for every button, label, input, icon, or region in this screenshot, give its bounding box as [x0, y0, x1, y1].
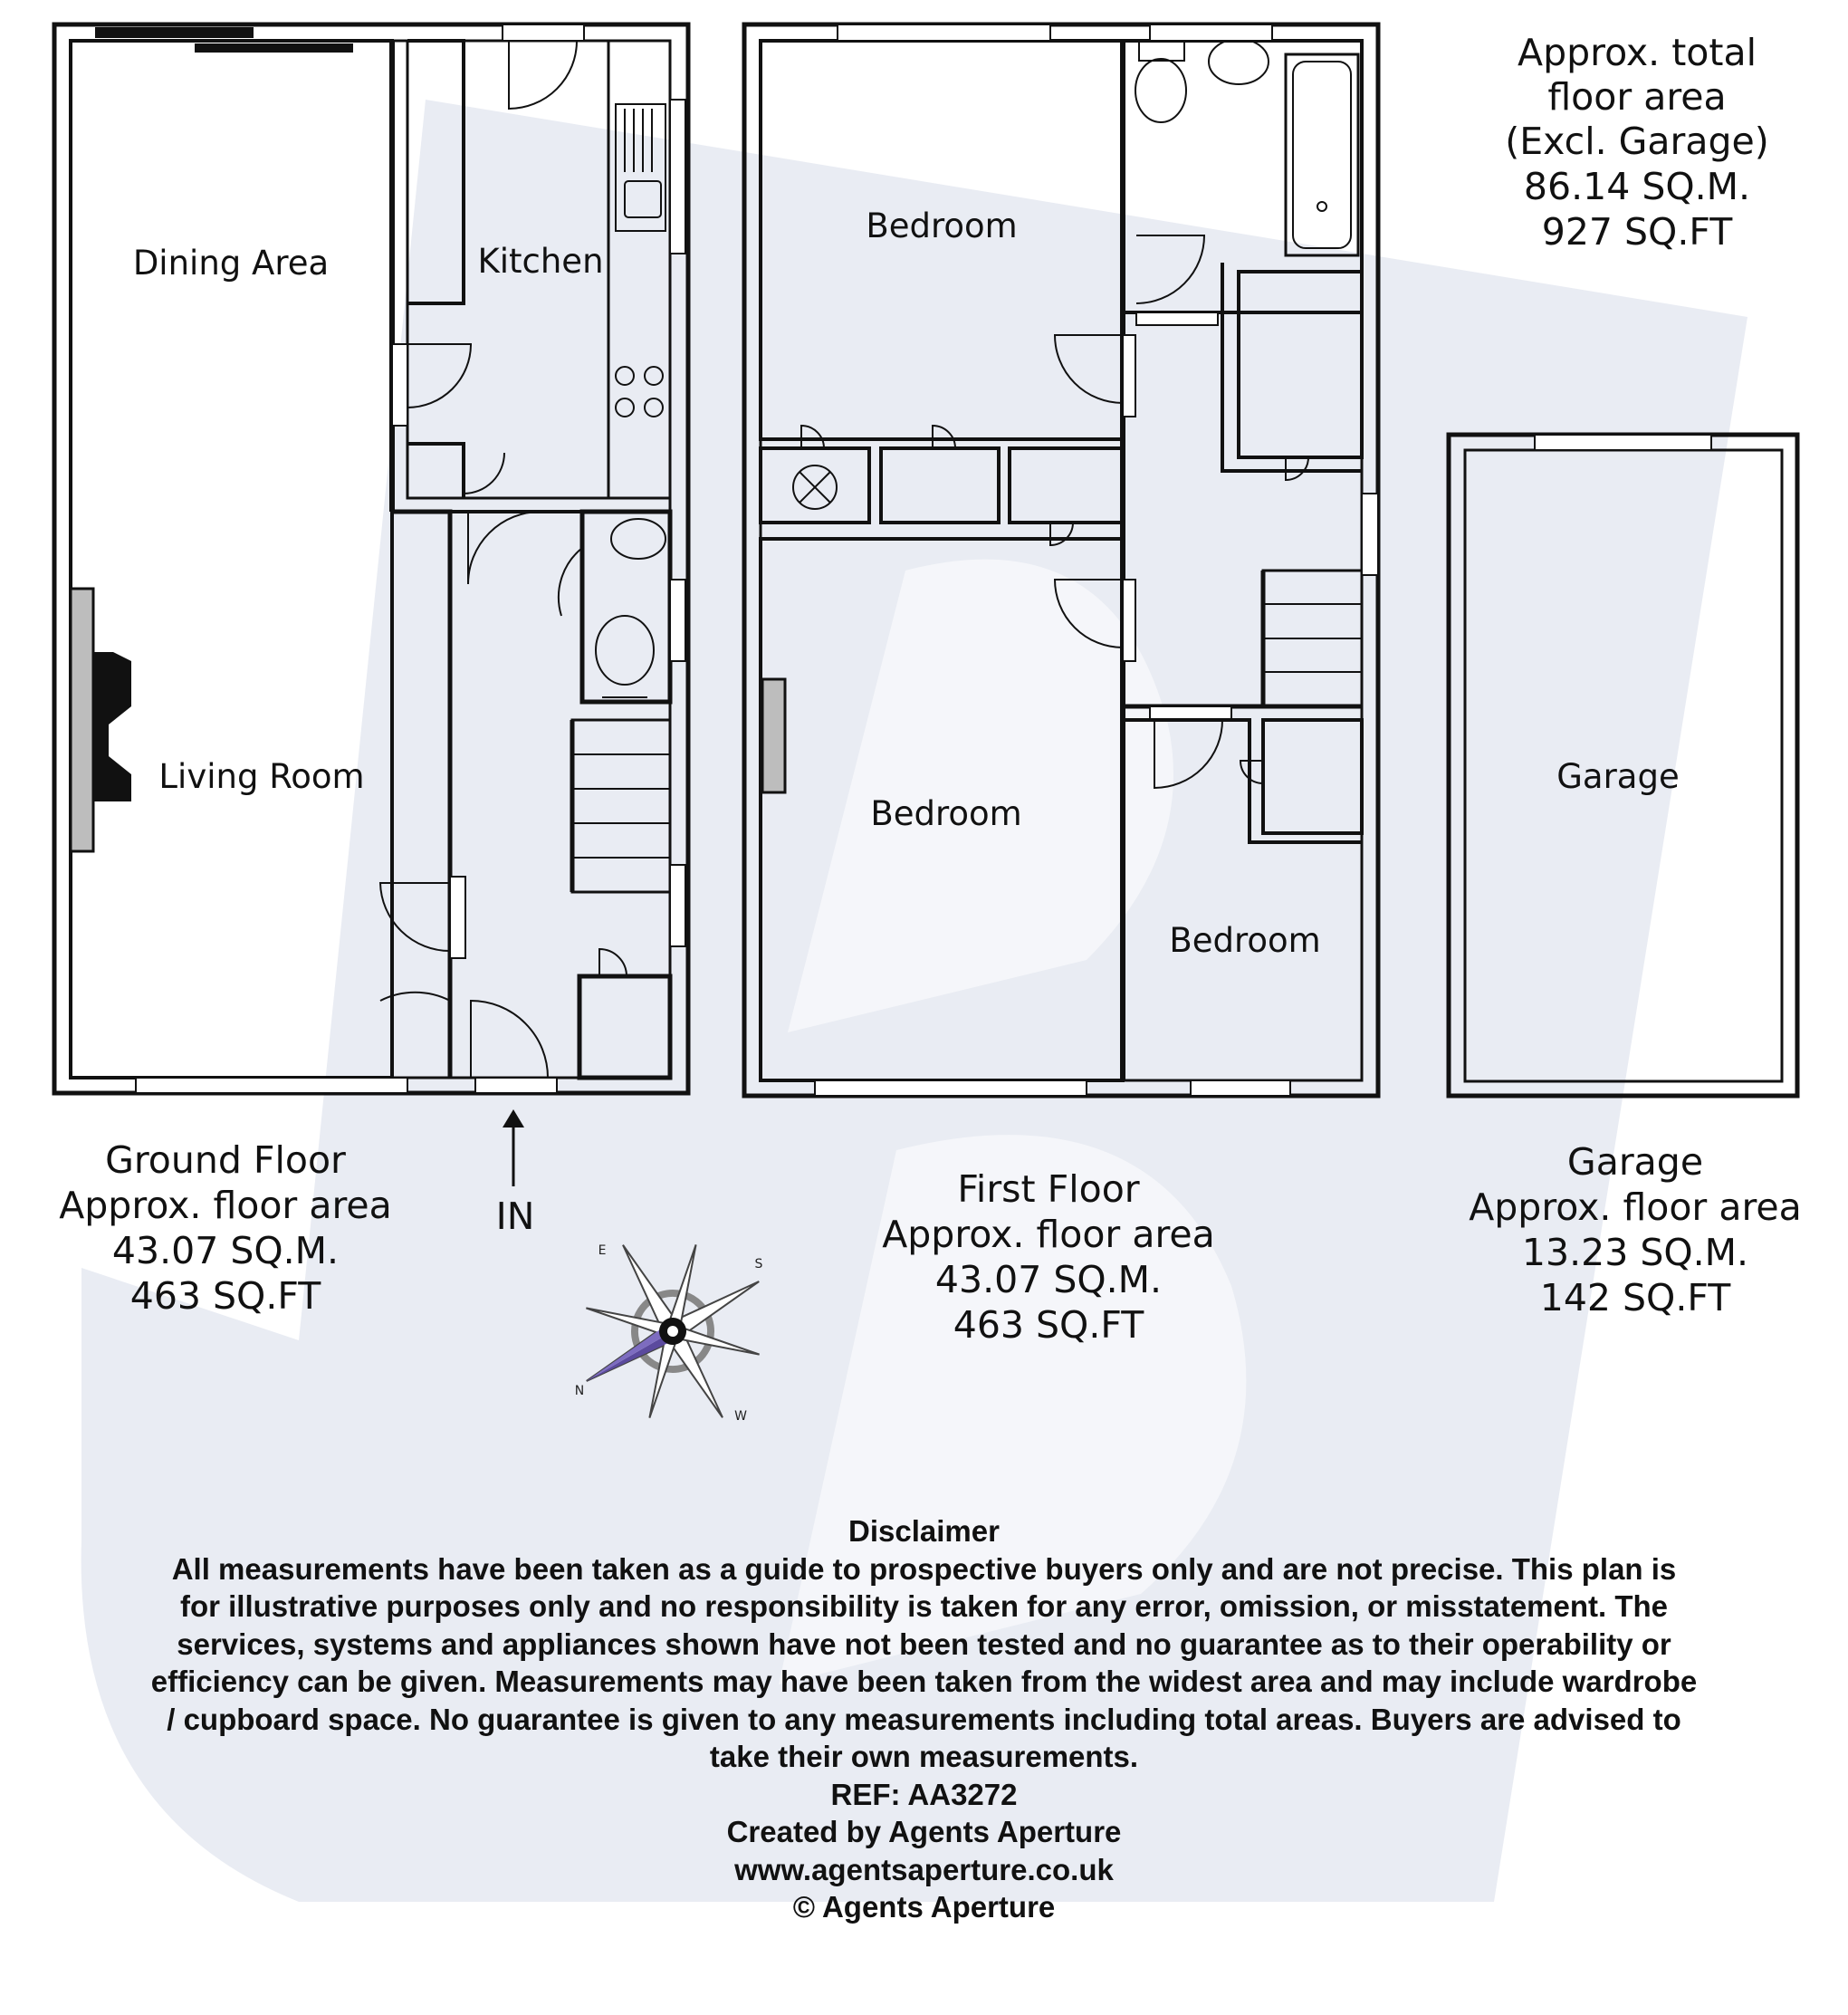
ground-floor-area-label: Approx. floor area: [59, 1184, 392, 1227]
compass-e-label: E: [598, 1243, 607, 1258]
room-label-bedroom-1: Bedroom: [866, 206, 1018, 245]
room-label-living-room: Living Room: [158, 757, 365, 796]
creator-credit: Created by Agents Aperture: [726, 1815, 1122, 1848]
disclaimer-line: take their own measurements.: [709, 1740, 1139, 1773]
total-area-line2: floor area: [1547, 75, 1727, 119]
room-label-bedroom-2: Bedroom: [870, 794, 1022, 833]
compass-s-label: S: [754, 1257, 763, 1271]
disclaimer-line: for illustrative purposes only and no responsibility is taken for any error, omission, or misstatement. The: [179, 1589, 1669, 1623]
first-floor-sqft: 463 SQ.FT: [953, 1303, 1144, 1347]
room-label-dining-area: Dining Area: [132, 244, 330, 283]
first-floor-name: First Floor: [957, 1167, 1140, 1211]
ground-floor-sqft: 463 SQ.FT: [129, 1274, 321, 1318]
room-label-bedroom-3: Bedroom: [1169, 921, 1321, 960]
total-area-line3: (Excl. Garage): [1505, 120, 1769, 163]
total-area-sqm: 86.14 SQ.M.: [1523, 165, 1751, 208]
disclaimer-line: All measurements have been taken as a guide to prospective buyers only and are not precise. This plan is: [171, 1551, 1677, 1586]
ground-floor-sqm: 43.07 SQ.M.: [111, 1229, 340, 1272]
first-floor-area-label: Approx. floor area: [882, 1213, 1215, 1256]
website-link[interactable]: www.agentsaperture.co.uk: [734, 1852, 1114, 1886]
copyright-notice: © Agents Aperture: [792, 1890, 1056, 1924]
compass-n-label: N: [574, 1384, 585, 1398]
ground-floor-name: Ground Floor: [105, 1138, 346, 1182]
first-floor-sqm: 43.07 SQ.M.: [934, 1258, 1163, 1301]
compass-w-label: W: [734, 1409, 747, 1424]
garage-sqft: 142 SQ.FT: [1539, 1276, 1731, 1319]
total-area-line1: Approx. total: [1518, 31, 1757, 74]
room-label-kitchen: Kitchen: [477, 242, 604, 281]
disclaimer-block: [9, 1512, 1839, 1926]
disclaimer-title: Disclaimer: [848, 1514, 1000, 1548]
room-label-garage: Garage: [1556, 757, 1680, 796]
entrance-label: IN: [495, 1195, 535, 1238]
disclaimer-line: / cupboard space. No guarantee is given to any measurements including total areas. Buyers are advised to: [167, 1702, 1681, 1736]
disclaimer-line: services, systems and appliances shown have not been tested and no guarantee as to their operability or: [177, 1626, 1671, 1661]
reference-number: REF: AA3272: [830, 1777, 1018, 1811]
total-area-caption: [1505, 31, 1769, 254]
disclaimer-line: efficiency can be given. Measurements may have been taken from the widest area and may include wardrobe: [150, 1665, 1698, 1698]
garage-name: Garage: [1566, 1140, 1704, 1184]
garage-area-label: Approx. floor area: [1469, 1185, 1802, 1229]
garage-sqm: 13.23 SQ.M.: [1521, 1231, 1749, 1274]
total-area-sqft: 927 SQ.FT: [1541, 210, 1733, 254]
ground-floor-fixtures: [71, 27, 353, 851]
